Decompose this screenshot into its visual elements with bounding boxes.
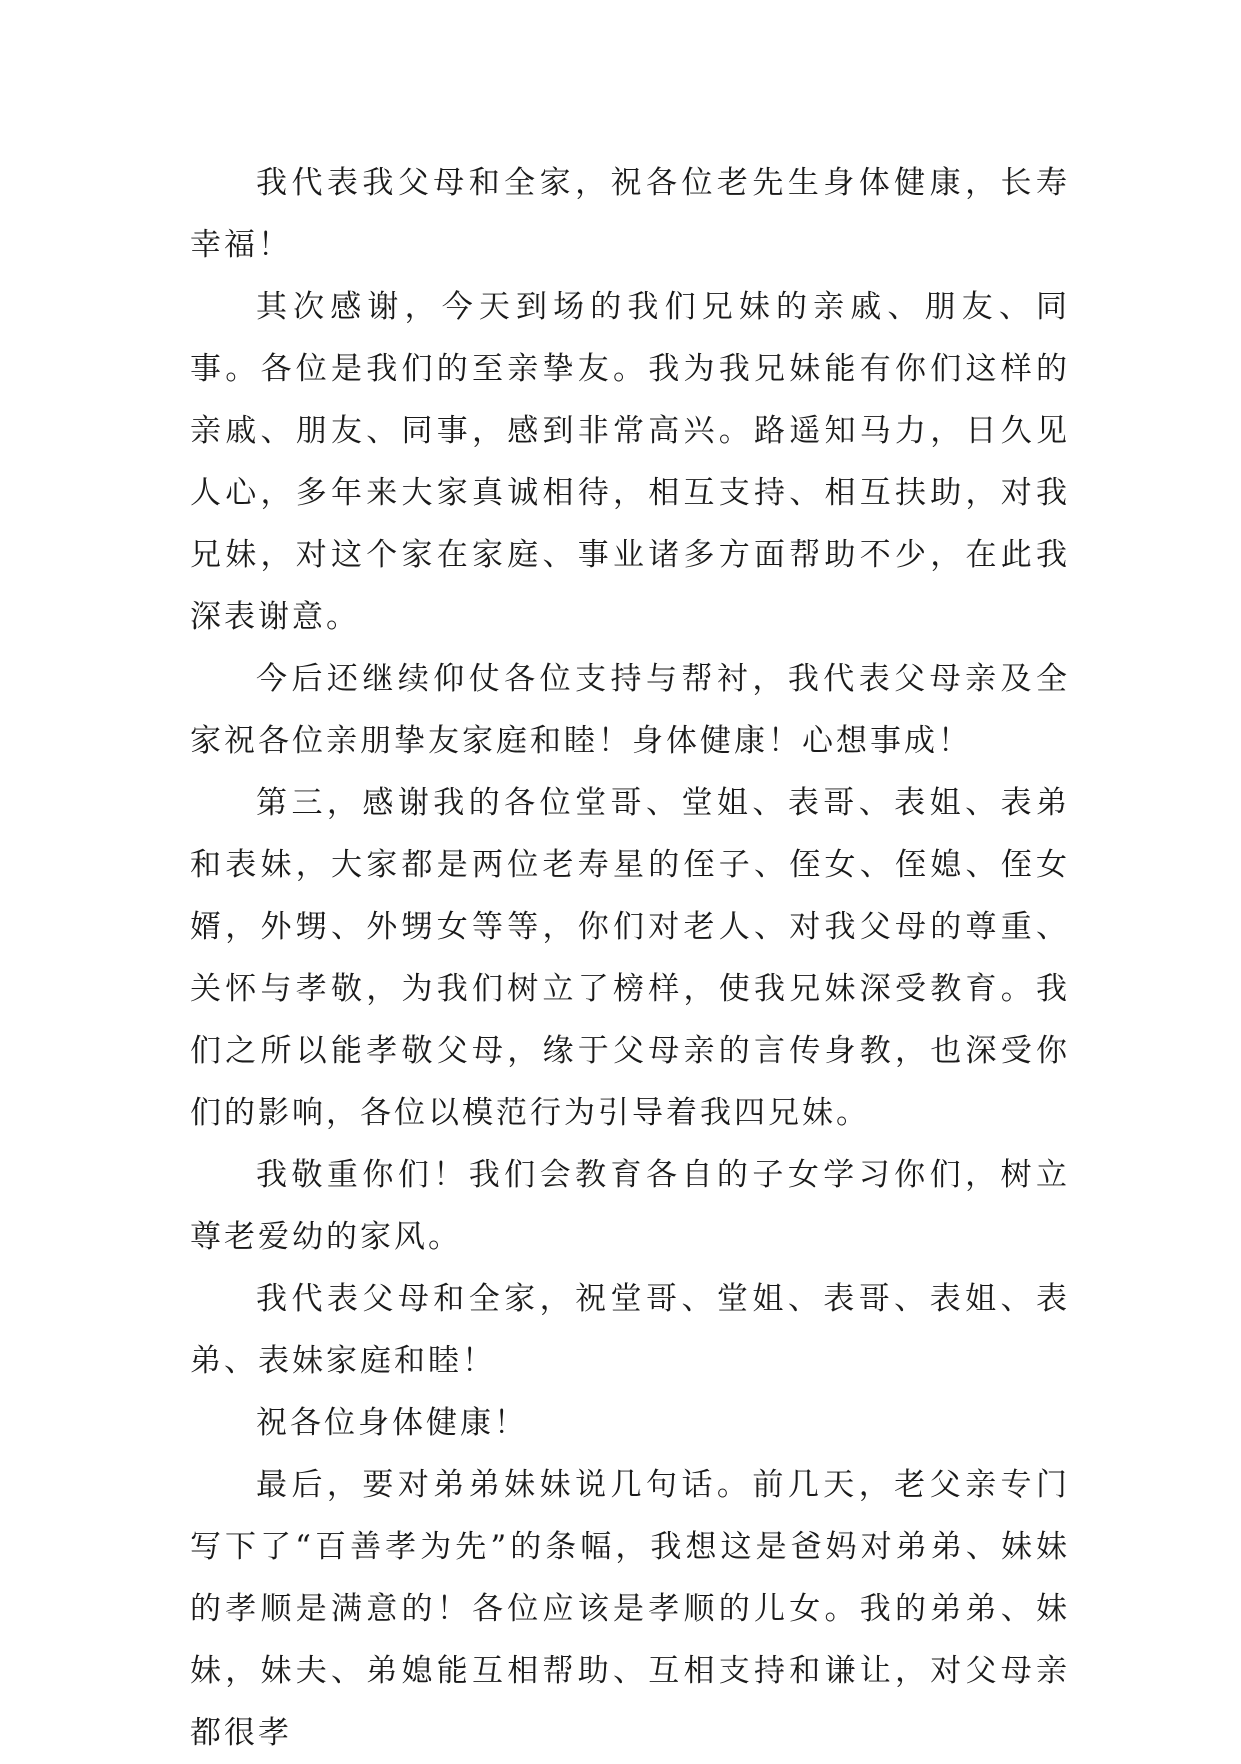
paragraph-health-wish: 祝各位身体健康！ xyxy=(256,1405,528,1441)
paragraph-respect-cousins: 我敬重你们！我们会教育各自的子女学习你们，树立尊老爱幼的家风。 xyxy=(190,1157,1070,1255)
paragraph-blessing-elders: 我代表我父母和全家，祝各位老先生身体健康，长寿幸福！ xyxy=(190,165,1070,263)
paragraph-blessing-cousins: 我代表父母和全家，祝堂哥、堂姐、表哥、表姐、表弟、表妹家庭和睦！ xyxy=(190,1281,1070,1379)
paragraph-words-to-siblings: 最后，要对弟弟妹妹说几句话。前几天，老父亲专门写下了“百善孝为先”的条幅，我想这是爸妈对弟弟、妹妹的孝顺是满意的！各位应该是孝顺的儿女。我的弟弟、妹妹，妹夫、弟媳能互相帮助、互相支持和谦让，对父母亲都很孝 xyxy=(190,1467,1070,1751)
paragraph-thanks-cousins: 第三，感谢我的各位堂哥、堂姐、表哥、表姐、表弟和表妹，大家都是两位老寿星的侄子、侄女、侄媳、侄女婿，外甥、外甥女等等，你们对老人、对我父母的尊重、关怀与孝敬，为我们树立了榜样，使我兄妹深受教育。我们之所以能孝敬父母，缘于父母亲的言传身教，也深受你们的影响，各位以模范行为引导着我四兄妹。 xyxy=(190,785,1070,1131)
speech-text-body xyxy=(190,152,1070,1764)
paragraph-thanks-relatives-friends: 其次感谢，今天到场的我们兄妹的亲戚、朋友、同事。各位是我们的至亲挚友。我为我兄妹能有你们这样的亲戚、朋友、同事，感到非常高兴。路遥知马力，日久见人心，多年来大家真诚相待，相互支持、相互扶助，对我兄妹，对这个家在家庭、事业诸多方面帮助不少，在此我深表谢意。 xyxy=(190,289,1070,635)
paragraph-future-support: 今后还继续仰仗各位支持与帮衬，我代表父母亲及全家祝各位亲朋挚友家庭和睦！身体健康！心想事成！ xyxy=(190,661,1070,759)
